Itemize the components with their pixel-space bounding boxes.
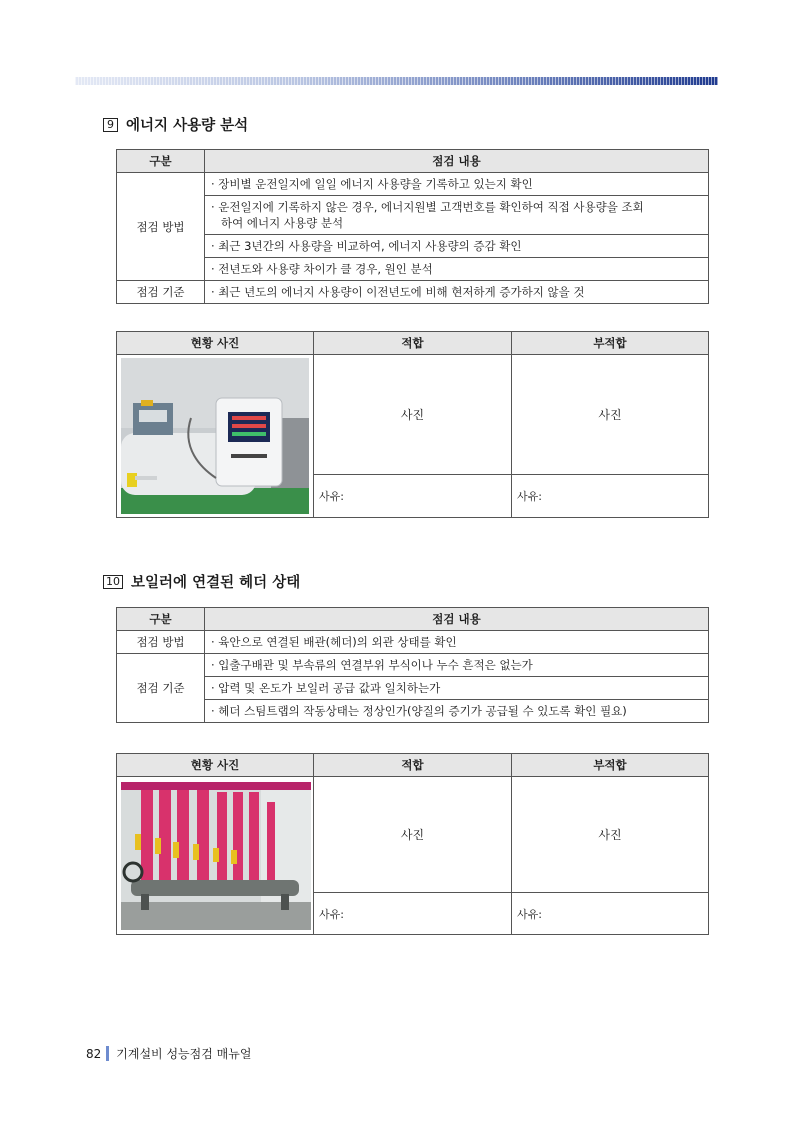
pass-photo-placeholder: 사진	[314, 355, 512, 475]
section-9-number: 9	[103, 118, 118, 132]
boiler-header-photo	[121, 782, 311, 930]
section-10-photo-table	[116, 753, 709, 935]
photo-header-pass: 적합	[314, 754, 512, 777]
page-number: 82	[86, 1046, 102, 1061]
method-label: 점검 방법	[117, 631, 205, 654]
table-header-content: 점검 내용	[205, 150, 709, 173]
fail-photo-placeholder: 사진	[512, 355, 709, 475]
criteria-item: · 입출구배관 및 부속류의 연결부위 부식이나 누수 흔적은 없는가	[205, 654, 709, 677]
criteria-label: 점검 기준	[117, 281, 205, 304]
section-9-inspection-table	[116, 149, 709, 304]
method-item: · 육안으로 연결된 배관(헤더)의 외관 상태를 확인	[205, 631, 709, 654]
pass-reason: 사유:	[314, 475, 512, 518]
section-9-title-text: 에너지 사용량 분석	[126, 118, 249, 134]
page-footer	[86, 1045, 251, 1062]
footer-divider	[106, 1046, 109, 1061]
section-10-number: 10	[103, 575, 123, 589]
pass-photo-placeholder: 사진	[314, 777, 512, 893]
section-10-inspection-table	[116, 607, 709, 723]
method-item: · 전년도와 사용량 차이가 클 경우, 원인 분석	[205, 258, 709, 281]
energy-meter-photo	[121, 358, 309, 514]
photo-header-current: 현황 사진	[117, 332, 314, 355]
photo-header-fail: 부적합	[512, 332, 709, 355]
method-item: · 장비별 운전일지에 일일 에너지 사용량을 기록하고 있는지 확인	[205, 173, 709, 196]
criteria-item: · 최근 년도의 에너지 사용량이 이전년도에 비해 현저하게 증가하지 않을 것	[205, 281, 709, 304]
method-label: 점검 방법	[117, 173, 205, 281]
table-header-category: 구분	[117, 608, 205, 631]
table-header-content: 점검 내용	[205, 608, 709, 631]
manual-title: 기계설비 성능점검 매뉴얼	[116, 1047, 252, 1061]
current-status-photo	[117, 355, 314, 518]
photo-header-fail: 부적합	[512, 754, 709, 777]
photo-header-pass: 적합	[314, 332, 512, 355]
photo-header-current: 현황 사진	[117, 754, 314, 777]
fail-photo-placeholder: 사진	[512, 777, 709, 893]
current-status-photo	[117, 777, 314, 935]
table-header-category: 구분	[117, 150, 205, 173]
method-item: · 운전일지에 기록하지 않은 경우, 에너지원별 고객번호를 확인하여 직접 사용량을 조회 하여 에너지 사용량 분석	[205, 196, 709, 235]
header-decoration-band	[75, 77, 718, 85]
criteria-item: · 압력 및 온도가 보일러 공급 값과 일치하는가	[205, 677, 709, 700]
criteria-item: · 헤더 스팀트랩의 작동상태는 정상인가(양질의 증기가 공급될 수 있도록 확인 필요)	[205, 700, 709, 723]
section-10-title-text: 보일러에 연결된 헤더 상태	[131, 575, 301, 591]
method-item: · 최근 3년간의 사용량을 비교하여, 에너지 사용량의 증감 확인	[205, 235, 709, 258]
section-9-photo-table	[116, 331, 709, 518]
section-10-title	[103, 571, 300, 592]
section-9-title	[103, 114, 248, 135]
criteria-label: 점검 기준	[117, 654, 205, 723]
pass-reason: 사유:	[314, 893, 512, 935]
fail-reason: 사유:	[512, 893, 709, 935]
fail-reason: 사유:	[512, 475, 709, 518]
